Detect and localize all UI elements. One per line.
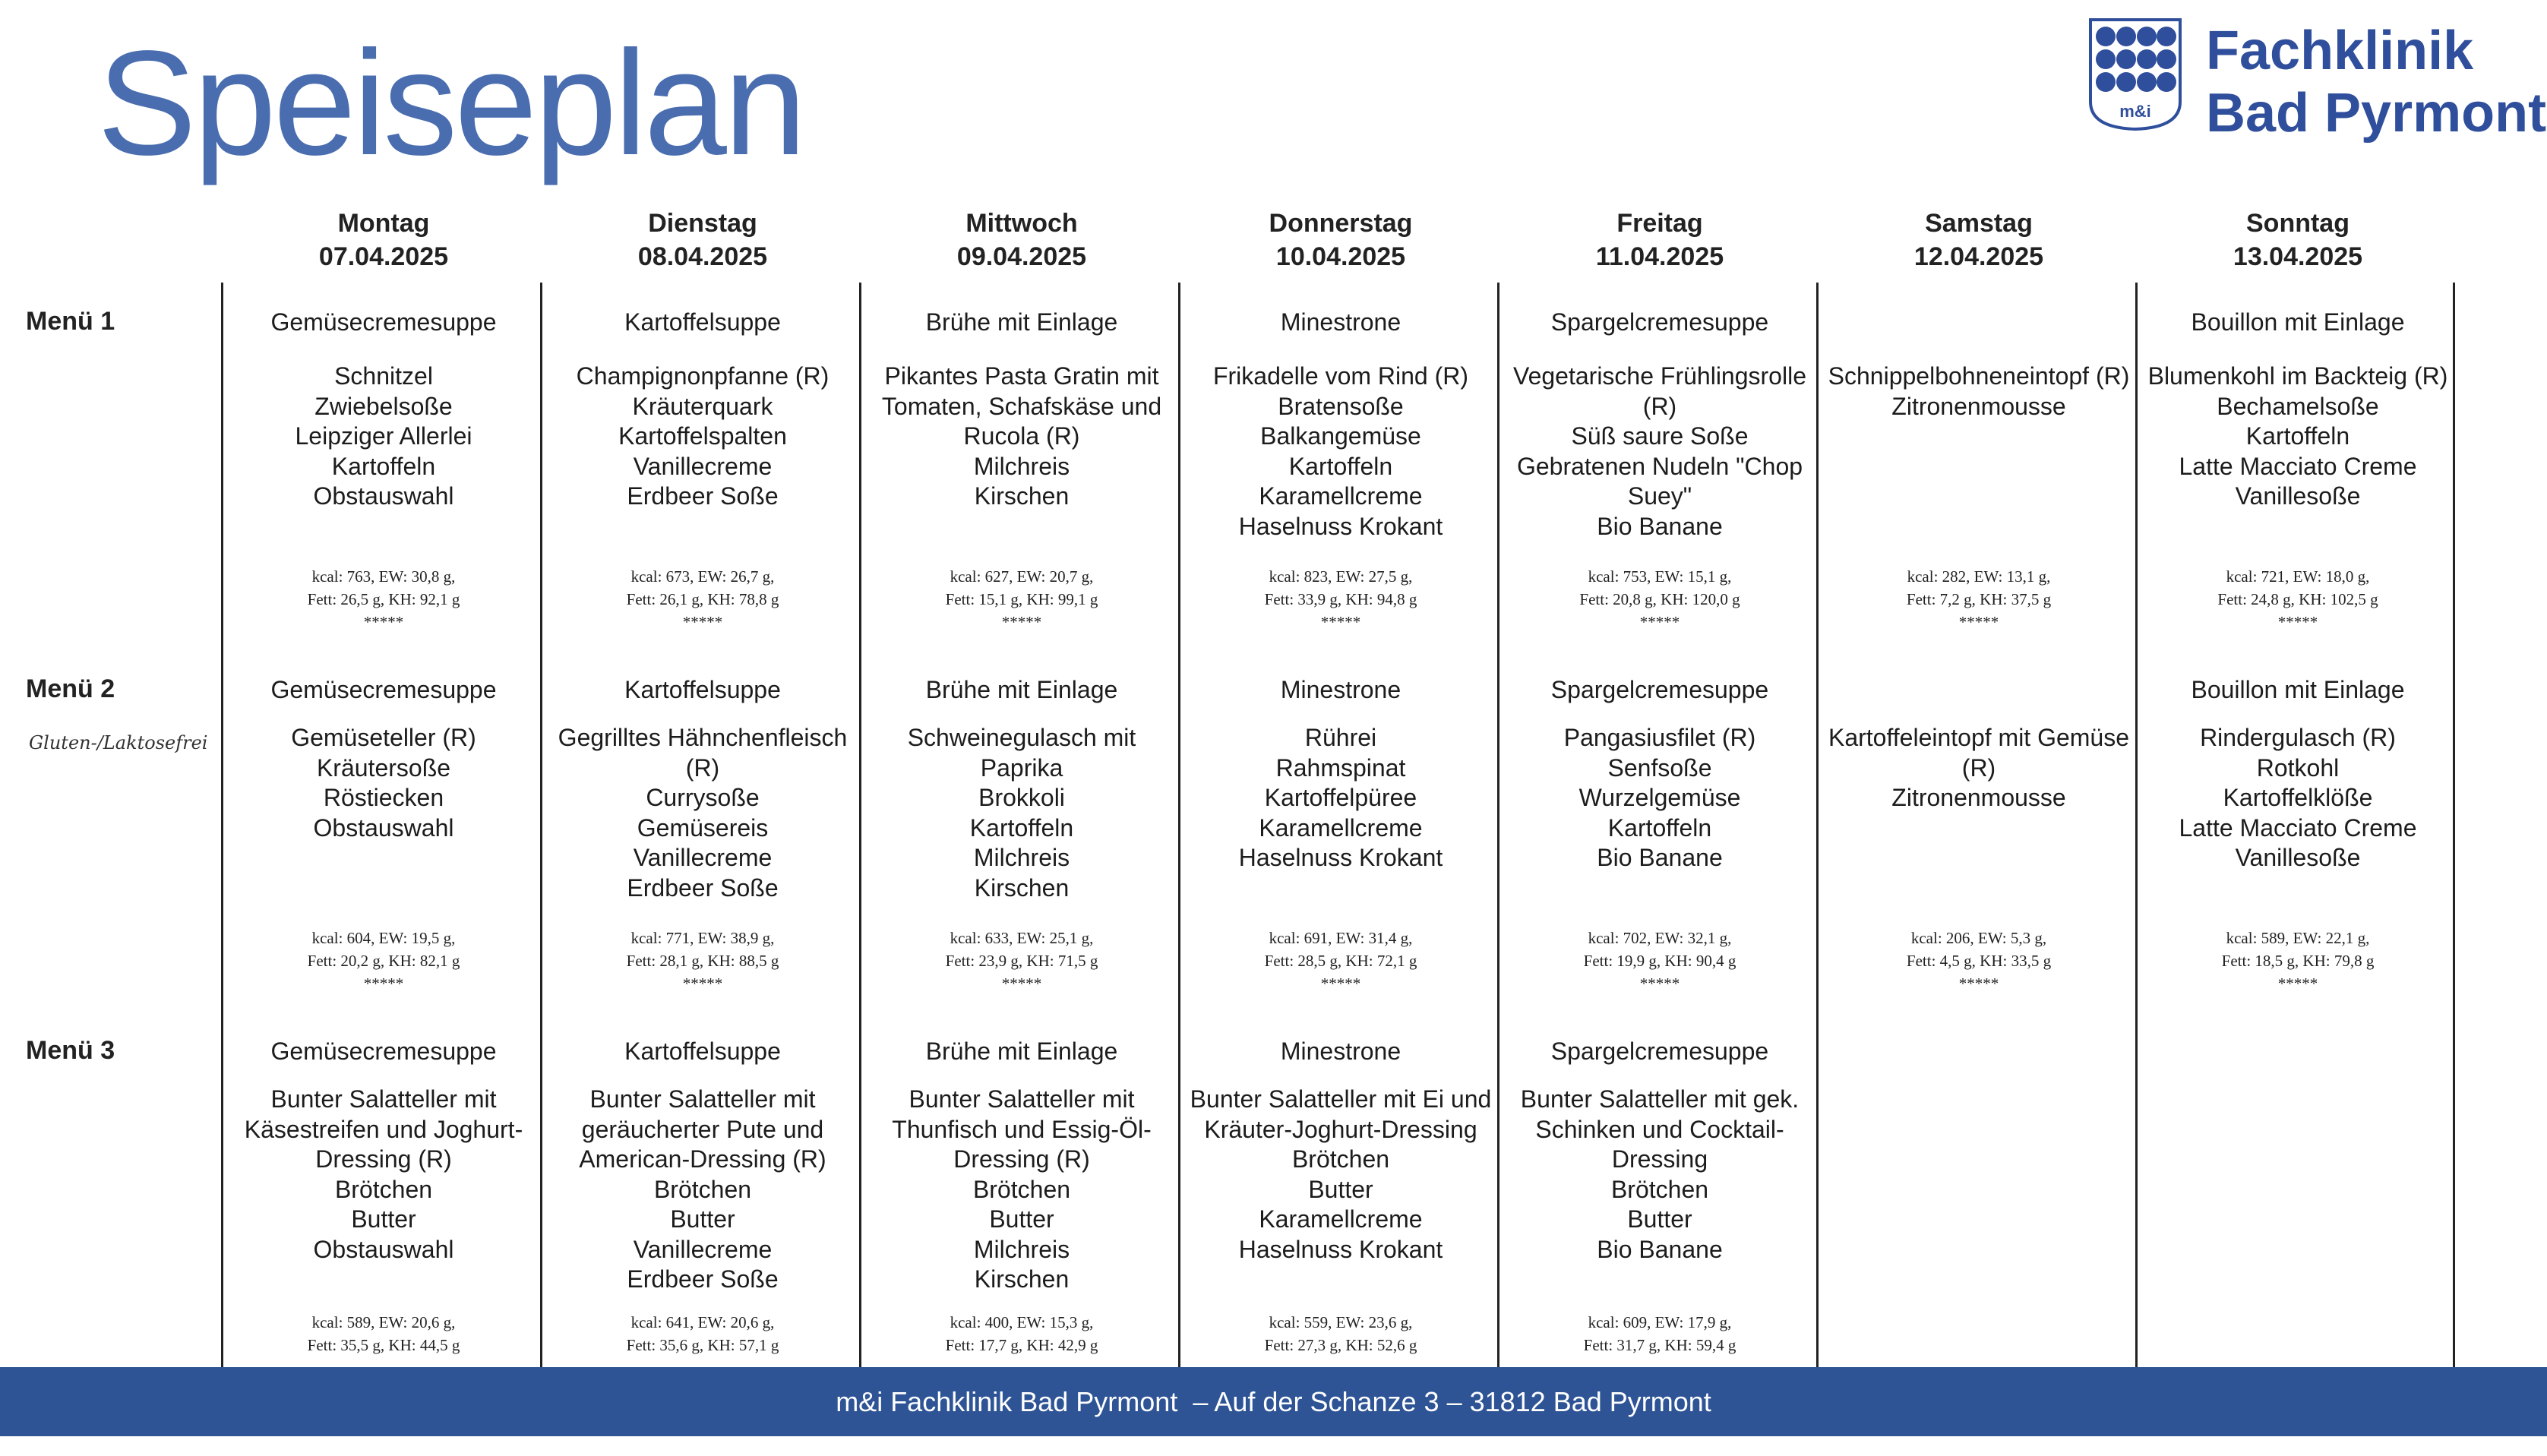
nutrition-line: kcal: 702, EW: 32,1 g, bbox=[1588, 929, 1732, 947]
dish-line: Brötchen bbox=[1291, 1145, 1390, 1173]
dish-line: Kartoffeln bbox=[1607, 813, 1712, 842]
logo-line-2: Bad Pyrmont bbox=[2206, 83, 2547, 144]
nutrition-info bbox=[546, 1311, 859, 1357]
dish-line: Butter bbox=[989, 1205, 1054, 1233]
dish-line: Bio Banane bbox=[1597, 844, 1723, 871]
nutrition-info bbox=[227, 927, 540, 995]
dish-line: Gegrilltes Hähnchenfleisch bbox=[558, 724, 848, 751]
nutrition-line: Fett: 7,2 g, KH: 37,5 g bbox=[1906, 590, 2052, 608]
dish-line: Bratensoße bbox=[1278, 392, 1404, 420]
dish-line: Thunfisch und Essig-Öl- bbox=[892, 1115, 1152, 1143]
day-name: Donnerstag bbox=[1269, 209, 1413, 238]
nutrition-line: Fett: 27,3 g, KH: 52,6 g bbox=[1264, 1336, 1417, 1354]
nutrition-line: Fett: 26,5 g, KH: 92,1 g bbox=[307, 590, 460, 608]
nutrition-line: kcal: 559, EW: 23,6 g, bbox=[1269, 1313, 1413, 1331]
day-header-samstag bbox=[1819, 207, 2138, 273]
nutrition-line: kcal: 721, EW: 18,0 g, bbox=[2226, 567, 2370, 586]
soup-item: Gemüsecremesuppe bbox=[270, 308, 497, 336]
dish-line: (R) bbox=[1642, 392, 1677, 420]
dish-line: Kirschen bbox=[974, 873, 1070, 902]
column-divider bbox=[1178, 283, 1180, 1367]
dish-line: Rotkohl bbox=[2256, 753, 2340, 782]
separator-stars: ***** bbox=[363, 974, 404, 993]
dish-line: Schnippelbohneneintopf (R) bbox=[1828, 362, 2130, 390]
column-divider bbox=[859, 283, 861, 1367]
dish-block bbox=[1184, 1085, 1497, 1265]
dish-line: Kartoffeln bbox=[969, 813, 1074, 842]
day-date: 08.04.2025 bbox=[637, 242, 768, 271]
nutrition-info bbox=[1822, 927, 2135, 995]
nutrition-info bbox=[865, 1311, 1178, 1357]
nutrition-line: Fett: 15,1 g, KH: 99,1 g bbox=[945, 590, 1098, 608]
dish-line: Zitronenmousse bbox=[1891, 392, 2066, 420]
dish-line: Kartoffeln bbox=[1288, 452, 1393, 480]
dish-block bbox=[546, 723, 859, 903]
dish-line: Kartoffelpüree bbox=[1264, 784, 1417, 811]
dish-line: Vanillesoße bbox=[2235, 482, 2361, 510]
clinic-logo bbox=[2087, 17, 2547, 144]
day-header-donnerstag bbox=[1181, 207, 1500, 273]
separator-stars: ***** bbox=[1001, 613, 1042, 631]
day-name: Montag bbox=[337, 209, 430, 238]
dish-line: Butter bbox=[351, 1205, 416, 1233]
dish-block bbox=[1503, 362, 1816, 542]
dish-block bbox=[227, 362, 540, 512]
column-divider bbox=[1816, 283, 1819, 1367]
dish-line: Senfsoße bbox=[1607, 753, 1712, 782]
nutrition-line: kcal: 282, EW: 13,1 g, bbox=[1907, 567, 2051, 586]
dish-line: Haselnuss Krokant bbox=[1238, 512, 1443, 540]
separator-stars: ***** bbox=[2277, 974, 2318, 993]
dish-line: Kartoffelklöße bbox=[2223, 784, 2373, 811]
nutrition-line: kcal: 589, EW: 22,1 g, bbox=[2226, 929, 2370, 947]
dish-block bbox=[1822, 723, 2135, 813]
dish-line: Bunter Salatteller mit bbox=[589, 1085, 816, 1113]
separator-stars: ***** bbox=[1001, 974, 1042, 993]
day-header-montag bbox=[224, 207, 543, 273]
separator-stars: ***** bbox=[363, 613, 404, 631]
soup-item: Brühe mit Einlage bbox=[925, 1038, 1118, 1065]
nutrition-line: kcal: 753, EW: 15,1 g, bbox=[1588, 567, 1732, 586]
separator-stars: ***** bbox=[1320, 613, 1361, 631]
dish-line: Currysoße bbox=[646, 784, 760, 811]
nutrition-info bbox=[1503, 927, 1816, 995]
dish-line: Latte Macciato Creme bbox=[2179, 452, 2417, 480]
day-header-dienstag bbox=[543, 207, 862, 273]
column-divider bbox=[221, 283, 223, 1367]
dish-block bbox=[865, 362, 1178, 512]
separator-stars: ***** bbox=[1639, 974, 1680, 993]
soup-item: Minestrone bbox=[1280, 308, 1401, 336]
dish-line: Bio Banane bbox=[1597, 1235, 1723, 1263]
dish-line: American-Dressing (R) bbox=[579, 1145, 826, 1173]
dish-line: Bunter Salatteller mit bbox=[270, 1085, 497, 1113]
dish-line: Zwiebelsoße bbox=[314, 392, 453, 420]
nutrition-line: kcal: 604, EW: 19,5 g, bbox=[311, 929, 456, 947]
dish-line: Erdbeer Soße bbox=[627, 482, 779, 510]
footer-bar: m&i Fachklinik Bad Pyrmont – Auf der Schanze 3 – 31812 Bad Pyrmont bbox=[0, 1367, 2547, 1436]
dish-block bbox=[227, 1085, 540, 1265]
soup-item: Minestrone bbox=[1280, 1038, 1401, 1065]
dish-line: Erdbeer Soße bbox=[627, 873, 779, 902]
separator-stars: ***** bbox=[2277, 613, 2318, 631]
dish-line: Brokkoli bbox=[978, 784, 1065, 811]
logo-text bbox=[2206, 20, 2546, 144]
soup-item: Brühe mit Einlage bbox=[925, 308, 1118, 336]
nutrition-line: kcal: 627, EW: 20,7 g, bbox=[950, 567, 1094, 586]
dish-block bbox=[227, 723, 540, 843]
dish-line: Milchreis bbox=[973, 1235, 1070, 1263]
soup-item: Spargelcremesuppe bbox=[1550, 676, 1769, 703]
nutrition-line: kcal: 589, EW: 20,6 g, bbox=[311, 1313, 456, 1331]
dish-line: Champignonpfanne (R) bbox=[576, 362, 830, 390]
dish-line: Tomaten, Schafskäse und bbox=[881, 392, 1162, 420]
nutrition-line: kcal: 609, EW: 17,9 g, bbox=[1588, 1313, 1732, 1331]
day-name: Sonntag bbox=[2246, 209, 2349, 238]
soup-item: Spargelcremesuppe bbox=[1550, 1038, 1769, 1065]
logo-line-1: Fachklinik bbox=[2206, 21, 2474, 81]
nutrition-info bbox=[227, 565, 540, 633]
nutrition-info bbox=[1184, 927, 1497, 995]
dish-line: Brötchen bbox=[1610, 1175, 1709, 1203]
dish-line: Bechamelsoße bbox=[2217, 392, 2379, 420]
logo-badge: m&i bbox=[2119, 102, 2151, 121]
column-divider bbox=[2135, 283, 2138, 1367]
nutrition-info bbox=[2141, 927, 2454, 995]
dish-line: Rahmspinat bbox=[1275, 753, 1406, 782]
nutrition-line: kcal: 823, EW: 27,5 g, bbox=[1269, 567, 1413, 586]
day-name: Samstag bbox=[1925, 209, 2033, 238]
separator-stars: ***** bbox=[1639, 613, 1680, 631]
dish-line: Erdbeer Soße bbox=[627, 1265, 779, 1293]
dish-line: Dressing (R) bbox=[315, 1145, 452, 1173]
dish-block bbox=[865, 1085, 1178, 1295]
dish-line: Kräuter-Joghurt-Dressing bbox=[1204, 1115, 1477, 1143]
dish-line: Vanillecreme bbox=[633, 452, 773, 480]
nutrition-info bbox=[1503, 1311, 1816, 1357]
dish-line: Brötchen bbox=[972, 1175, 1071, 1203]
menu-label-2: Menü 2 bbox=[26, 674, 115, 703]
nutrition-info bbox=[1822, 565, 2135, 633]
dish-line: Kartoffeln bbox=[2245, 422, 2350, 450]
nutrition-info bbox=[546, 927, 859, 995]
dish-line: Vanillesoße bbox=[2235, 844, 2361, 871]
dish-line: Obstauswahl bbox=[313, 1235, 454, 1263]
logo-dots-icon bbox=[2087, 17, 2183, 131]
nutrition-line: Fett: 35,5 g, KH: 44,5 g bbox=[307, 1336, 460, 1354]
day-name: Freitag bbox=[1616, 209, 1703, 238]
nutrition-line: Fett: 19,9 g, KH: 90,4 g bbox=[1583, 952, 1736, 970]
nutrition-line: Fett: 20,2 g, KH: 82,1 g bbox=[307, 952, 460, 970]
nutrition-line: Fett: 20,8 g, KH: 120,0 g bbox=[1579, 590, 1740, 608]
dish-line: (R) bbox=[1961, 753, 1996, 782]
dish-line: Paprika bbox=[980, 753, 1063, 782]
nutrition-info bbox=[1184, 1311, 1497, 1357]
day-date: 10.04.2025 bbox=[1275, 242, 1406, 271]
day-date: 11.04.2025 bbox=[1595, 242, 1724, 271]
dish-line: Käsestreifen und Joghurt- bbox=[244, 1115, 523, 1143]
dish-line: Milchreis bbox=[973, 844, 1070, 871]
dish-line: Dressing (R) bbox=[953, 1145, 1090, 1173]
dish-line: Wurzelgemüse bbox=[1578, 784, 1741, 811]
dish-line: Brötchen bbox=[334, 1175, 433, 1203]
nutrition-line: kcal: 633, EW: 25,1 g, bbox=[950, 929, 1094, 947]
separator-stars: ***** bbox=[1958, 613, 1999, 631]
nutrition-line: Fett: 18,5 g, KH: 79,8 g bbox=[2221, 952, 2375, 970]
dish-block bbox=[2141, 723, 2454, 873]
nutrition-line: kcal: 771, EW: 38,9 g, bbox=[630, 929, 775, 947]
dish-line: Rindergulasch (R) bbox=[2200, 724, 2396, 751]
dish-line: Balkangemüse bbox=[1260, 422, 1421, 450]
day-header-freitag bbox=[1500, 207, 1819, 273]
dish-line: Karamellcreme bbox=[1259, 482, 1423, 510]
nutrition-line: kcal: 673, EW: 26,7 g, bbox=[630, 567, 775, 586]
column-divider bbox=[540, 283, 542, 1367]
dish-line: geräucherter Pute und bbox=[581, 1115, 824, 1143]
dish-block bbox=[865, 723, 1178, 903]
dish-line: Obstauswahl bbox=[313, 813, 454, 842]
day-date: 09.04.2025 bbox=[956, 242, 1087, 271]
dish-line: Haselnuss Krokant bbox=[1238, 844, 1443, 871]
nutrition-line: Fett: 4,5 g, KH: 33,5 g bbox=[1906, 952, 2052, 970]
day-date: 07.04.2025 bbox=[318, 242, 449, 271]
nutrition-info bbox=[227, 1311, 540, 1357]
soup-item: Minestrone bbox=[1280, 676, 1401, 703]
dish-line: Vanillecreme bbox=[633, 844, 773, 871]
nutrition-line: kcal: 400, EW: 15,3 g, bbox=[950, 1313, 1094, 1331]
soup-item: Bouillon mit Einlage bbox=[2191, 308, 2405, 336]
dish-block bbox=[1184, 723, 1497, 873]
dish-line: Schinken und Cocktail- bbox=[1535, 1115, 1784, 1143]
nutrition-line: Fett: 23,9 g, KH: 71,5 g bbox=[945, 952, 1098, 970]
nutrition-line: kcal: 691, EW: 31,4 g, bbox=[1269, 929, 1413, 947]
nutrition-line: Fett: 17,7 g, KH: 42,9 g bbox=[945, 1336, 1098, 1354]
dish-line: Röstiecken bbox=[323, 784, 444, 811]
dish-line: Pangasiusfilet (R) bbox=[1563, 724, 1756, 751]
dish-line: Butter bbox=[670, 1205, 735, 1233]
menu-2-diet-note: Gluten-/Laktosefrei bbox=[29, 732, 208, 753]
dish-line: Brötchen bbox=[653, 1175, 752, 1203]
menu-label-1: Menü 1 bbox=[26, 307, 115, 336]
separator-stars: ***** bbox=[1320, 974, 1361, 993]
separator-stars: ***** bbox=[682, 613, 723, 631]
soup-item: Brühe mit Einlage bbox=[925, 676, 1118, 703]
dish-line: Süß saure Soße bbox=[1571, 422, 1749, 450]
dish-line: Schnitzel bbox=[334, 362, 433, 390]
dish-line: Bunter Salatteller mit gek. bbox=[1520, 1085, 1800, 1113]
dish-line: Bio Banane bbox=[1597, 512, 1723, 540]
nutrition-line: Fett: 35,6 g, KH: 57,1 g bbox=[626, 1336, 779, 1354]
dish-line: Kräuterquark bbox=[632, 392, 773, 420]
separator-stars: ***** bbox=[682, 974, 723, 993]
dish-line: Zitronenmousse bbox=[1891, 784, 2066, 811]
day-header-mittwoch bbox=[862, 207, 1181, 273]
dish-line: Bunter Salatteller mit Ei und bbox=[1190, 1085, 1492, 1113]
day-date: 13.04.2025 bbox=[2233, 242, 2363, 271]
soup-item: Kartoffelsuppe bbox=[624, 1038, 781, 1065]
soup-item: Kartoffelsuppe bbox=[624, 676, 781, 703]
nutrition-info bbox=[865, 927, 1178, 995]
dish-line: Karamellcreme bbox=[1259, 1205, 1423, 1233]
dish-line: Suey" bbox=[1627, 482, 1692, 510]
dish-line: Vegetarische Frühlingsrolle bbox=[1513, 362, 1806, 390]
column-divider bbox=[1497, 283, 1499, 1367]
dish-line: Leipziger Allerlei bbox=[295, 422, 472, 450]
dish-line: Pikantes Pasta Gratin mit bbox=[884, 362, 1159, 390]
dish-block bbox=[1503, 1085, 1816, 1265]
soup-item: Gemüsecremesuppe bbox=[270, 676, 497, 703]
dish-block bbox=[2141, 362, 2454, 512]
dish-line: Gemüsereis bbox=[637, 813, 769, 842]
dish-line: Butter bbox=[1308, 1175, 1373, 1203]
dish-line: Dressing bbox=[1611, 1145, 1708, 1173]
dish-line: (R) bbox=[685, 753, 720, 782]
day-header-sonntag bbox=[2138, 207, 2457, 273]
dish-block bbox=[1184, 362, 1497, 542]
nutrition-info bbox=[546, 565, 859, 633]
nutrition-line: Fett: 33,9 g, KH: 94,8 g bbox=[1264, 590, 1417, 608]
dish-line: Bunter Salatteller mit bbox=[909, 1085, 1135, 1113]
nutrition-line: Fett: 26,1 g, KH: 78,8 g bbox=[626, 590, 779, 608]
nutrition-line: Fett: 28,5 g, KH: 72,1 g bbox=[1264, 952, 1417, 970]
soup-item: Gemüsecremesuppe bbox=[270, 1038, 497, 1065]
dish-line: Karamellcreme bbox=[1259, 813, 1423, 842]
dish-line: Blumenkohl im Backteig (R) bbox=[2147, 362, 2448, 390]
dish-block bbox=[1822, 362, 2135, 422]
dish-block bbox=[546, 362, 859, 512]
page-title: Speiseplan bbox=[97, 20, 804, 186]
nutrition-line: kcal: 763, EW: 30,8 g, bbox=[311, 567, 456, 586]
dish-line: Latte Macciato Creme bbox=[2179, 813, 2417, 842]
dish-line: Butter bbox=[1627, 1205, 1692, 1233]
dish-line: Kartoffeln bbox=[331, 452, 436, 480]
soup-item: Kartoffelsuppe bbox=[624, 308, 781, 336]
dish-line: Vanillecreme bbox=[633, 1235, 773, 1263]
dish-line: Kirschen bbox=[974, 1265, 1070, 1293]
nutrition-line: kcal: 641, EW: 20,6 g, bbox=[630, 1313, 775, 1331]
dish-line: Milchreis bbox=[973, 452, 1070, 480]
soup-item: Spargelcremesuppe bbox=[1550, 308, 1769, 336]
dish-block bbox=[546, 1085, 859, 1295]
dish-line: Obstauswahl bbox=[313, 482, 454, 510]
dish-line: Haselnuss Krokant bbox=[1238, 1235, 1443, 1263]
nutrition-info bbox=[1184, 565, 1497, 633]
nutrition-line: Fett: 24,8 g, KH: 102,5 g bbox=[2217, 590, 2378, 608]
dish-line: Schweinegulasch mit bbox=[907, 724, 1136, 751]
day-name: Dienstag bbox=[648, 209, 757, 238]
dish-line: Kirschen bbox=[974, 482, 1070, 510]
dish-block bbox=[1503, 723, 1816, 873]
nutrition-line: Fett: 31,7 g, KH: 59,4 g bbox=[1583, 1336, 1736, 1354]
separator-stars: ***** bbox=[1958, 974, 1999, 993]
dish-line: Kräutersoße bbox=[316, 753, 451, 782]
dish-line: Kartoffelspalten bbox=[618, 422, 787, 450]
nutrition-line: Fett: 28,1 g, KH: 88,5 g bbox=[626, 952, 779, 970]
nutrition-line: kcal: 206, EW: 5,3 g, bbox=[1910, 929, 2047, 947]
dish-line: Frikadelle vom Rind (R) bbox=[1212, 362, 1469, 390]
day-date: 12.04.2025 bbox=[1913, 242, 2044, 271]
soup-item: Bouillon mit Einlage bbox=[2191, 676, 2405, 703]
dish-line: Kartoffeleintopf mit Gemüse bbox=[1828, 724, 2130, 751]
dish-line: Gemüseteller (R) bbox=[291, 724, 476, 751]
menu-label-3: Menü 3 bbox=[26, 1036, 115, 1065]
day-name: Mittwoch bbox=[965, 209, 1078, 238]
dish-line: Gebratenen Nudeln "Chop bbox=[1516, 452, 1803, 480]
dish-line: Rucola (R) bbox=[963, 422, 1080, 450]
nutrition-info bbox=[865, 565, 1178, 633]
nutrition-info bbox=[2141, 565, 2454, 633]
nutrition-info bbox=[1503, 565, 1816, 633]
dish-line: Rührei bbox=[1304, 724, 1377, 751]
